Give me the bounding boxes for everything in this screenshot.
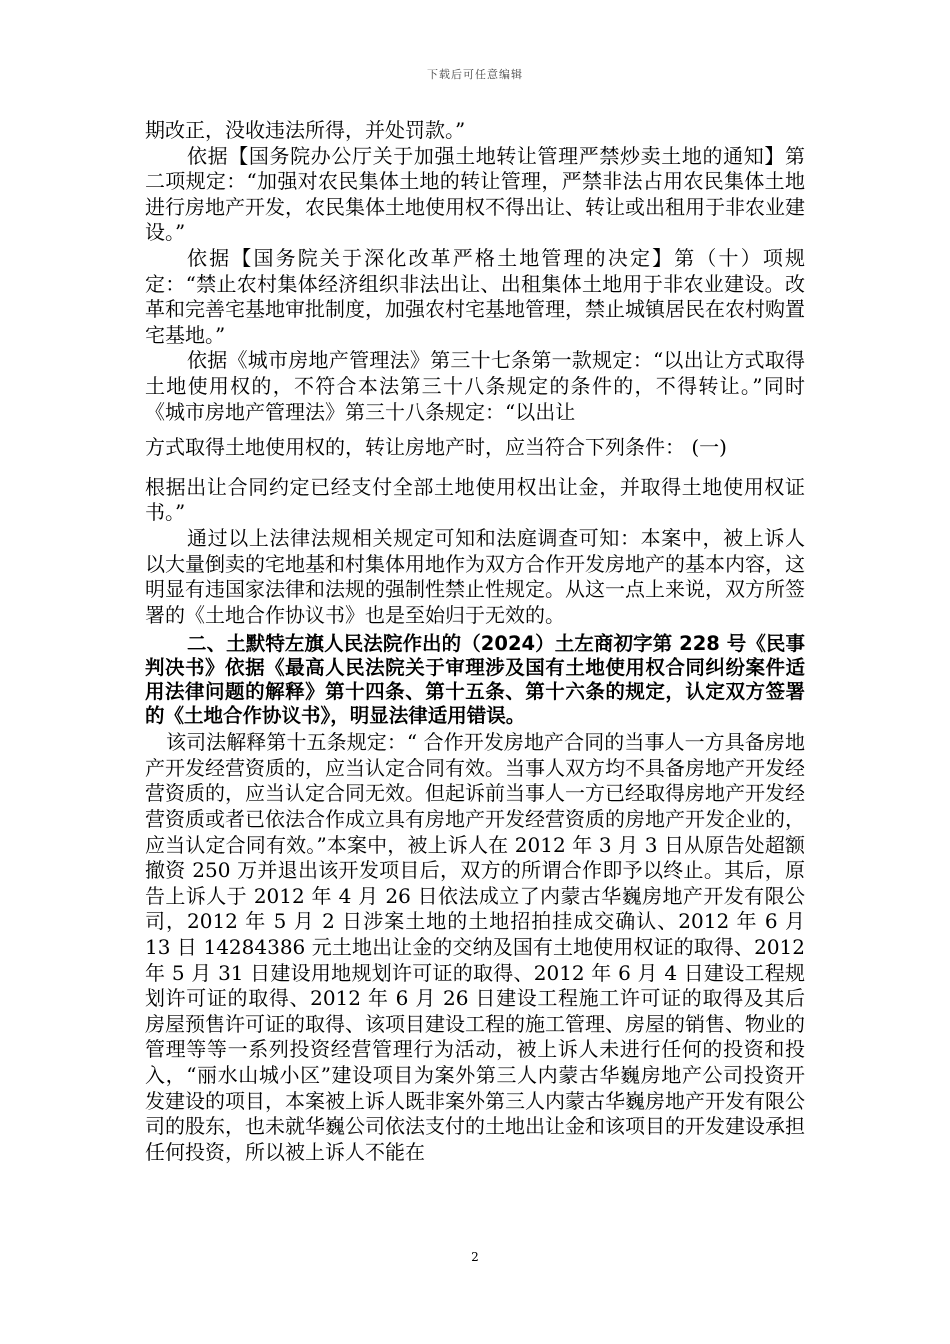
page-number: 2 xyxy=(471,1250,479,1264)
paragraph-3: 依据【国务院关于深化改革严格土地管理的决定】第（十）项规定：“禁止农村集体经济组织非法出让、出租集体土地用于非农业建设。改革和完善宅基地审批制度，加强农村宅基地管理，禁止城镇居民在农村购置宅基地。” xyxy=(145,245,805,347)
paragraph-7: 通过以上法律法规相关规定可知和法庭调查可知：本案中，被上诉人以大量倒卖的宅地基和村集体用地作为双方合作开发房地产的基本内容，这明显有违国家法律和法规的强制性禁止性规定。从这一点上来说，双方所签署的《土地合作协议书》也是至始归于无效的。 xyxy=(145,525,805,627)
paragraph-4: 依据《城市房地产管理法》第三十七条第一款规定：“以出让方式取得土地使用权的，不符合本法第三十八条规定的条件的，不得转让。”同时《城市房地产管理法》第三十八条规定：“以出让 xyxy=(145,348,805,424)
page-header: 下载后可任意编辑 xyxy=(427,68,523,81)
paragraph-2: 依据【国务院办公厅关于加强土地转让管理严禁炒卖土地的通知】第二项规定：“加强对农民集体土地的转让管理，严禁非法占用农民集体土地进行房地产开发，农民集体土地使用权不得出让、转让或出租用于非农业建设。” xyxy=(145,143,805,245)
document-body xyxy=(145,118,805,1165)
paragraph-5: 方式取得土地使用权的，转让房地产时，应当符合下列条件： (一) xyxy=(145,435,727,460)
paragraph-8: 该司法解释第十五条规定：“ 合作开发房地产合同的当事人一方具备房地产开发经营资质的，应当认定合同有效。当事人双方均不具备房地产开发经营资质的，应当认定合同无效。但起诉前当事人一方已经取得房地产开发经营资质或者已依法合作成立具有房地产开发经营资质的房地产开发企业的，应当认定合同有效。”本案中，被上诉人在 2012 年 3 月 3 日从原告处超额撤资 250 万并退出该开发项目后，双方的所谓合作即予以终止。其后，原告上诉人于 2012 年 4 月 26 日依法成立了内蒙古华巍房地产开发有限公司，2012 年 5 月 2 日涉案土地的土地招拍挂成交确认、2012 年 6 月 13 日 14284386 元土地出让金的交纳及国有土地使用权证的取得、2012 年 5 月 31 日建设用地规划许可证的取得、2012 年 6 月 4 日建设工程规划许可证的取得、2012 年 6 月 26 日建设工程施工许可证的取得及其后房屋预售许可证的取得、该项目建设工程的施工管理、房屋的销售、物业的管理等等一系列投资经营管理行为活动，被上诉人未进行任何的投资和投入，“丽水山城小区”建设项目为案外第三人内蒙古华巍房地产公司投资开发建设的项目，本案被上诉人既非案外第三人内蒙古华巍房地产开发有限公司的股东，也未就华巍公司依法支付的土地出让金和该项目的开发建设承担任何投资，所以被上诉人不能在 xyxy=(145,730,805,1164)
section-heading-2: 二、土默特左旗人民法院作出的（2024）土左商初字第 228 号《民事判决书》依据《最高人民法院关于审理涉及国有土地使用权合同纠纷案件适用法律问题的解释》第十四条、第十五条、第十六条的规定，认定双方签署的《土地合作协议书》，明显法律适用错误。 xyxy=(145,632,805,728)
paragraph-1: 期改正，没收违法所得，并处罚款。” xyxy=(145,118,466,142)
paragraph-6: 根据出让合同约定已经支付全部土地使用权出让金，并取得土地使用权证书。” xyxy=(145,474,805,525)
